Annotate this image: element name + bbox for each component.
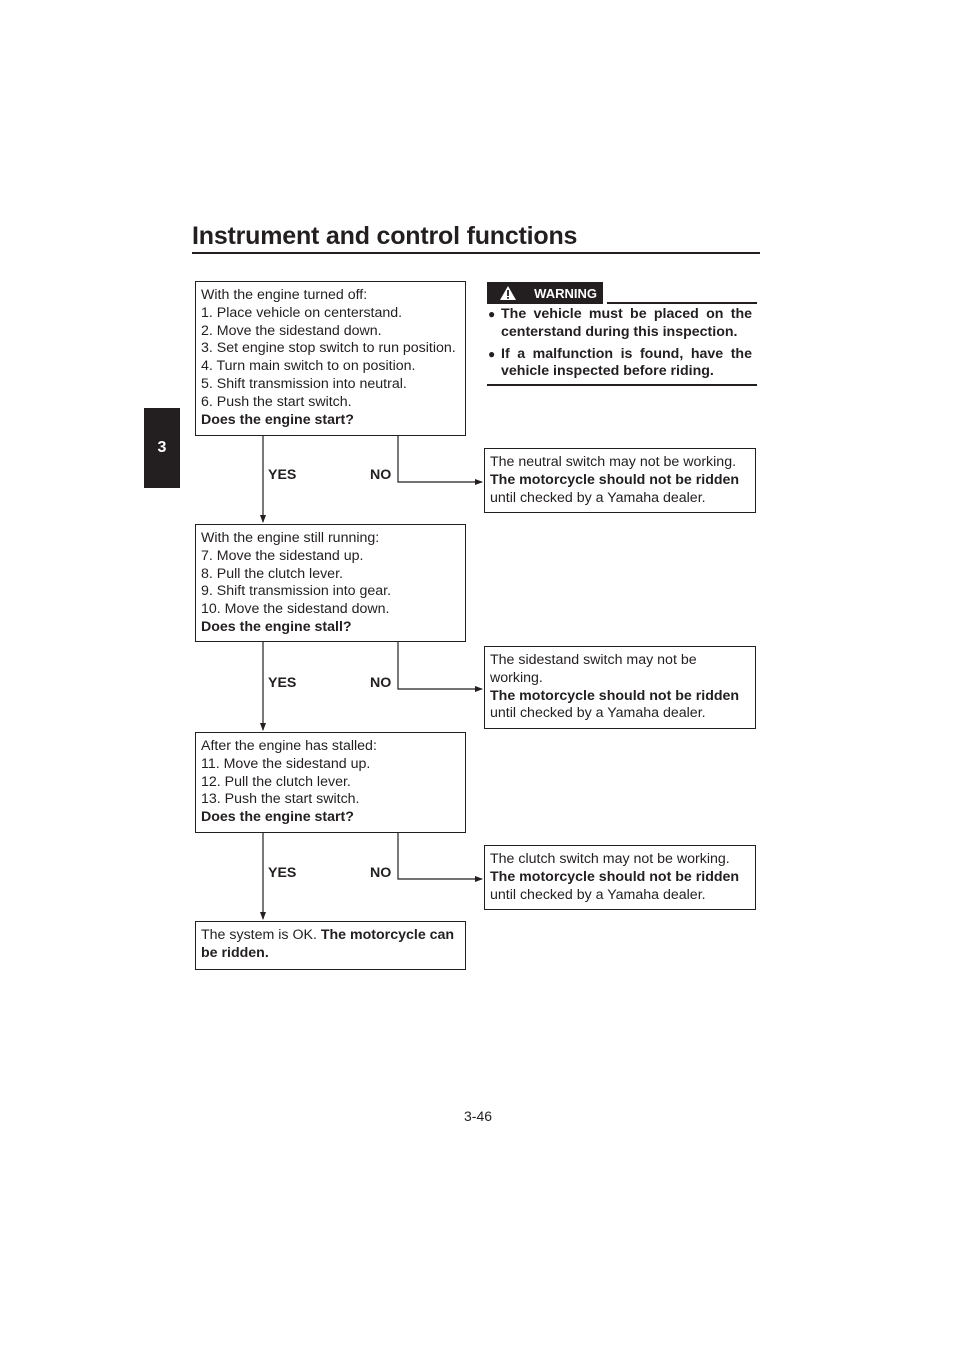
step-line: 12. Pull the clutch lever.	[201, 773, 351, 790]
step-line: 6. Push the start switch.	[201, 393, 352, 410]
yes-label-2: YES	[268, 675, 297, 691]
chapter-tab: 3	[144, 408, 180, 488]
step-line: 9. Shift transmission into gear.	[201, 583, 392, 600]
no-connector-1	[398, 436, 482, 482]
result-text: The clutch switch may not be working.	[490, 851, 730, 867]
result-box-3	[484, 845, 756, 910]
step-box-3	[195, 732, 466, 833]
warning-item	[488, 346, 752, 382]
step-question: Does the engine start?	[201, 411, 354, 428]
no-connector-2	[398, 642, 482, 689]
warning-rule	[607, 302, 757, 304]
result-text: working.	[490, 669, 543, 686]
warning-item-text: If a malfunction is found, have the vehicle inspected before riding.	[501, 345, 752, 380]
result-tail: until checked by a Yamaha dealer.	[490, 489, 706, 506]
step-line: 3. Set engine stop switch to run position.	[201, 340, 456, 357]
no-label-1: NO	[370, 467, 392, 483]
result-ok-bold: The motorcycle can be ridden.	[201, 927, 455, 961]
bullet-icon: ●	[488, 346, 496, 361]
result-tail: until checked by a Yamaha dealer.	[490, 886, 706, 903]
result-ok-box	[195, 921, 466, 970]
step-line: After the engine has stalled:	[201, 738, 377, 754]
yes-label-3: YES	[268, 865, 297, 881]
step-box-2	[195, 524, 466, 642]
step-question: Does the engine stall?	[201, 618, 352, 635]
page-number: 3-46	[464, 1108, 493, 1124]
bullet-icon: ●	[488, 307, 496, 321]
result-box-1	[484, 448, 756, 513]
no-connector-3	[398, 833, 482, 879]
step-line: 5. Shift transmission into neutral.	[201, 375, 407, 392]
warning-header	[487, 282, 757, 306]
step-box-1	[195, 281, 466, 436]
result-text: The neutral switch may not be working.	[490, 454, 737, 470]
result-ok-text: The system is OK.	[201, 927, 317, 943]
step-line: 1. Place vehicle on centerstand.	[201, 304, 403, 321]
no-label-2: NO	[370, 675, 392, 691]
step-line: 13. Push the start switch.	[201, 791, 360, 808]
result-box-2	[484, 646, 756, 729]
result-text: The sidestand switch may not be	[490, 652, 697, 668]
warning-item-text: The vehicle must be placed on the centerstand during this inspection.	[501, 306, 752, 340]
page-title: Instrument and control functions	[192, 222, 578, 250]
step-line: 4. Turn main switch to on position.	[201, 358, 416, 375]
step-line: With the engine still running:	[201, 530, 380, 546]
warning-list	[488, 306, 752, 385]
warning-triangle-icon	[499, 285, 517, 301]
step-question: Does the engine start?	[201, 809, 354, 826]
warning-bottom-rule	[487, 384, 757, 386]
result-tail: until checked by a Yamaha dealer.	[490, 705, 706, 722]
yes-label-1: YES	[268, 467, 297, 483]
warning-item	[488, 306, 752, 342]
result-warning: The motorcycle should not be ridden	[490, 868, 740, 885]
step-line: 10. Move the sidestand down.	[201, 601, 390, 618]
no-label-3: NO	[370, 865, 392, 881]
warning-label: WARNING	[534, 285, 597, 301]
warning-badge	[487, 282, 603, 304]
step-line: 8. Pull the clutch lever.	[201, 565, 343, 582]
step-line: 2. Move the sidestand down.	[201, 322, 382, 339]
result-warning: The motorcycle should not be ridden	[490, 471, 740, 488]
step-line: 11. Move the sidestand up.	[201, 755, 371, 772]
step-line: With the engine turned off:	[201, 287, 368, 303]
step-line: 7. Move the sidestand up.	[201, 547, 364, 564]
result-warning: The motorcycle should not be ridden	[490, 687, 740, 704]
